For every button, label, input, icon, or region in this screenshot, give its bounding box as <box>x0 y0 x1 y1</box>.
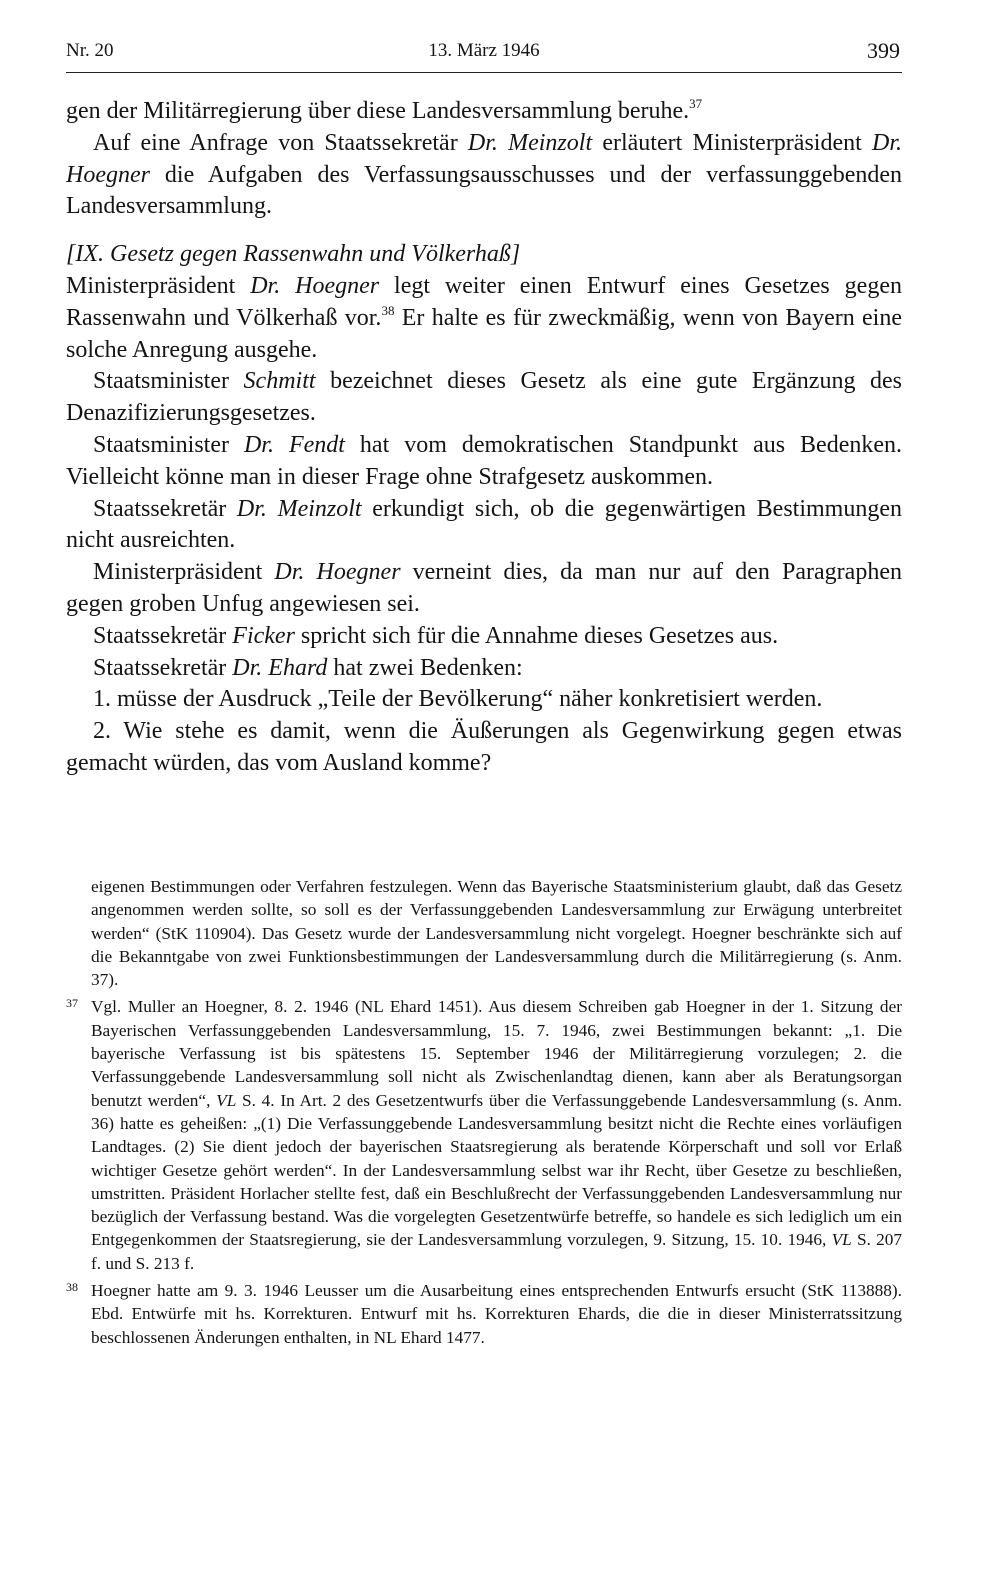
footnote-continuation: eigenen Bestimmungen oder Verfahren festzulegen. Wenn das Bayerische Staatsministerium glaubt, daß das Gesetz angenommen werden sollte, so soll es der Verfassunggebenden Landesversammlung zur Erwägung unterbreitet werden“ (StK 110904). Das Gesetz wurde der Landesversammlung nicht vorgelegt. Hoegner beschränkte sich auf die Bekanntgabe von zwei Funktionsbestimmungen der Landesversammlung durch die Militärregierung (s. Anm. 37). <box>91 877 902 990</box>
list-item-2: 2. Wie stehe es damit, wenn die Äußerungen als Gegenwirkung gegen etwas gemacht würden, das vom Ausland komme? <box>66 718 902 776</box>
list-item-1: 1. müsse der Ausdruck „Teile der Bevölkerung“ näher konkretisiert werden. <box>93 686 823 713</box>
footnote-37: 37 Vgl. Muller an Hoegner, 8. 2. 1946 (NL Ehard 1451). Aus diesem Schreiben gab Hoegner in der 1. Sitzung der Bayerischen Verfassunggebenden Landesversammlung, 15. 7. 1946, zwei Bestimmungen bekannt: „1. Die bayerische Verfassung ist bis spätestens 15. September 1946 der Militärregierung vorzulegen; 2. die Verfassunggebende Landesversammlung soll nicht als Zwischenlandtag dienen, kann aber als Beratungsorgan benutzt werden“, VL S. 4. In Art. 2 des Gesetzentwurfs über die Verfassunggebende Landesversammlung (s. Anm. 36) hatte es geheißen: „(1) Die Verfassunggebende Landesversammlung besitzt nicht die Rechte eines vorläufigen Landtages. (2) Sie dient jedoch der bayerischen Staatsregierung als beratende Körperschaft und soll vor Erlaß wichtiger Gesetze gehört werden“. In der Landesversammlung selbst war ihr Recht, über Gesetze zu beschließen, umstritten. Präsident Horlacher stellte fest, daß ein Beschlußrecht der Verfassunggebenden Landesversammlung nur bezüglich der Verfassung bestand. Was die vorgelegten Gesetzentwürfe betreffe, so handele es sich lediglich um ein Entgegenkommen der Staatsregierung, sie der Landesversammlung vorzulegen, 9. Sitzung, 15. 10. 1946, VL S. 207 f. und S. 213 f. <box>66 995 902 1275</box>
main-text <box>66 96 902 780</box>
page-header <box>66 36 902 73</box>
speaker-name: Schmitt <box>243 368 316 395</box>
paragraph-9: Staatssekretär Dr. Ehard hat zwei Bedenken: <box>93 654 523 681</box>
speaker-name: Ficker <box>232 622 295 649</box>
section-heading: [IX. Gesetz gegen Rassenwahn und Völkerhaß] <box>66 241 521 268</box>
footnote-38: 38 Hoegner hatte am 9. 3. 1946 Leusser um die Ausarbeitung eines entsprechenden Entwurfs ersucht (StK 113888). Ebd. Entwürfe mit hs. Korrekturen. Entwurf mit hs. Korrekturen Ehards, die die in dieser Ministerratssitzung beschlossenen Änderungen enthalten, in NL Ehard 1477. <box>66 1279 902 1349</box>
footnote-ref-37: 37 <box>689 96 703 111</box>
speaker-name: Dr. Meinzolt <box>236 495 362 522</box>
footnote-number: 38 <box>66 1280 78 1295</box>
speaker-name: Dr. Ehard <box>232 654 328 681</box>
paragraph-4: Staatsminister Schmitt bezeichnet dieses Gesetz als eine gute Ergänzung des Denazifizierungsgesetzes. <box>66 368 903 427</box>
speaker-name: Dr. Hoegner <box>66 129 903 188</box>
paragraph-7: Ministerpräsident Dr. Hoegner verneint dies, da man nur auf den Paragraphen gegen groben Unfug angewiesen sei. <box>66 559 902 617</box>
speaker-name: Dr. Meinzolt <box>467 129 593 156</box>
footnote-ref-38: 38 <box>381 302 395 318</box>
paragraph-2: Auf eine Anfrage von Staatssekretär Dr. Meinzolt erläutert Ministerpräsident Dr. Hoegner die Aufgaben des Verfassungsausschusses und der verfassunggebenden Landesversammlung. <box>66 129 903 220</box>
issue-number: Nr. 20 <box>66 40 114 61</box>
speaker-name: Dr. Hoegner <box>274 559 401 586</box>
paragraph-6: Staatssekretär Dr. Meinzolt erkundigt sich, ob die gegenwärtigen Bestimmungen nicht ausreichten. <box>66 495 902 554</box>
footnote-number: 37 <box>66 996 78 1011</box>
footnotes <box>66 875 902 1349</box>
speaker-name: Dr. Fendt <box>243 431 345 458</box>
header-date: 13. März 1946 <box>428 40 540 61</box>
page-number: 399 <box>867 38 900 63</box>
paragraph-8: Staatssekretär Ficker spricht sich für die Annahme dieses Gesetzes aus. <box>93 622 779 649</box>
paragraph-5: Staatsminister Dr. Fendt hat vom demokratischen Standpunkt aus Bedenken. Vielleicht könne man in dieser Frage ohne Strafgesetz auskommen. <box>66 431 902 490</box>
paragraph-1: gen der Militärregierung über diese Landesversammlung beruhe.$^{37}$ <box>66 96 703 124</box>
speaker-name: Dr. Hoegner <box>250 272 380 299</box>
paragraph-3: Ministerpräsident Dr. Hoegner legt weiter einen Entwurf eines Gesetzes gegen Rassenwahn und Völkerhaß vor.$^{38}$ Er halte es für zweckmäßig, wenn von Bayern eine solche Anregung ausgehe. <box>66 272 902 363</box>
